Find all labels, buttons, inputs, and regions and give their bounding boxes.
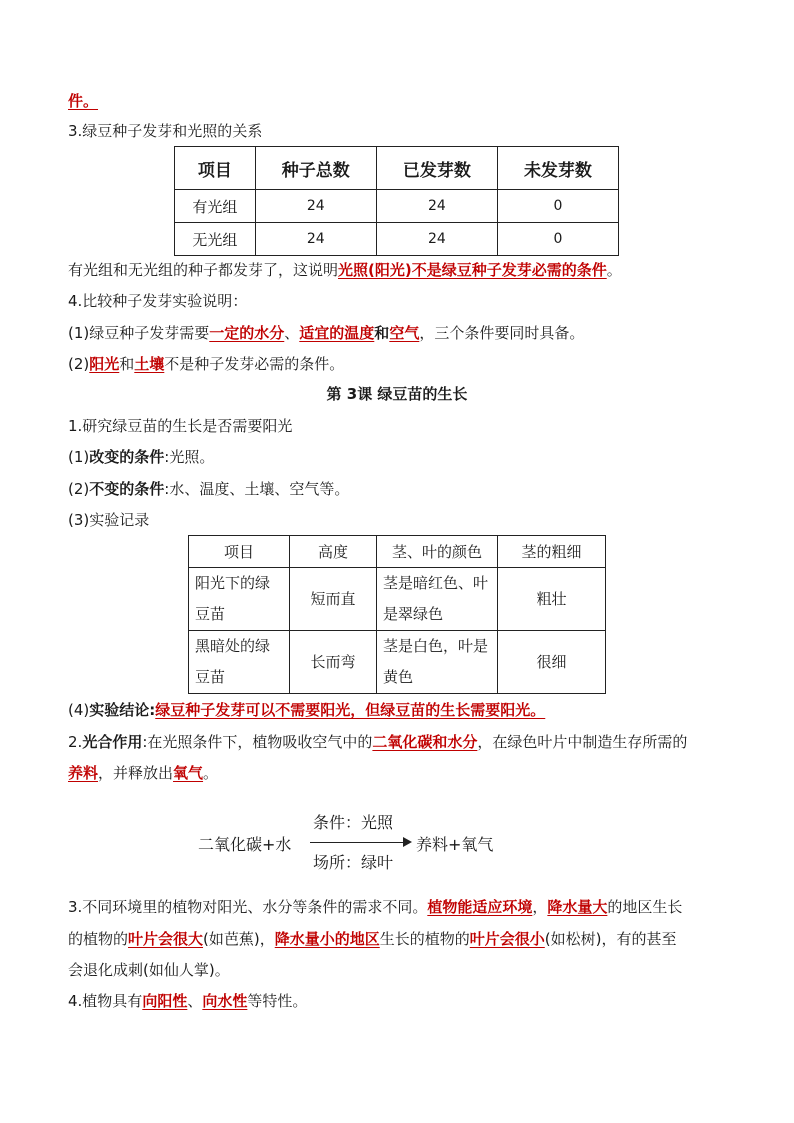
table-cell: 短而直 (290, 568, 377, 631)
table-header: 项目 (175, 147, 256, 190)
changed-condition: (1)改变的条件:光照。 (68, 448, 215, 466)
table-cell: 很细 (498, 631, 606, 694)
table-header-row (189, 536, 606, 568)
photosynthesis-line-2: 养料，并释放出氧气。 (68, 764, 219, 782)
table-header: 种子总数 (255, 147, 376, 190)
formula-arrow (310, 842, 410, 843)
seedling-growth-table (188, 535, 606, 694)
table-cell: 24 (376, 223, 497, 256)
table-cell: 24 (376, 190, 497, 223)
table-header: 茎、叶的颜色 (377, 536, 498, 568)
arrow-head-icon (403, 837, 412, 847)
formula-condition: 条件：光照 (313, 813, 394, 832)
table-cell: 长而弯 (290, 631, 377, 694)
table-header-row (175, 147, 619, 190)
adaptation-line-1: 3.不同环境里的植物对阳光、水分等条件的需求不同。植物能适应环境，降水量大的地区生长 (68, 898, 683, 916)
photosynthesis-line-1: 2.光合作用:在光照条件下，植物吸收空气中的二氧化碳和水分，在绿色叶片中制造生存所需的 (68, 733, 688, 751)
table-row (189, 568, 606, 631)
table-cell: 24 (255, 223, 376, 256)
table-cell: 有光组 (175, 190, 256, 223)
adaptation-line-2: 的植物的叶片会很大(如芭蕉)，降水量小的地区生长的植物的叶片会很小(如松树)，有的甚至 (68, 930, 677, 948)
table-cell: 无光组 (175, 223, 256, 256)
table-cell: 0 (497, 190, 618, 223)
table-cell: 茎是白色，叶是 黄色 (377, 631, 498, 694)
photosynthesis-formula (198, 810, 518, 874)
formula-reactants: 二氧化碳+水 (198, 835, 292, 854)
table-header: 茎的粗细 (498, 536, 606, 568)
experiment-record-heading: (3)实验记录 (68, 511, 150, 529)
lesson3-item-1: 1.研究绿豆苗的生长是否需要阳光 (68, 417, 293, 435)
table-cell: 茎是暗红色、叶 是翠绿色 (377, 568, 498, 631)
formula-place: 场所：绿叶 (313, 853, 394, 872)
formula-products: 养料+氧气 (416, 835, 494, 854)
item-4-1: (1)绿豆种子发芽需要一定的水分、适宜的温度和空气，三个条件要同时具备。 (68, 324, 585, 342)
table-header: 项目 (189, 536, 290, 568)
table-header: 高度 (290, 536, 377, 568)
unchanged-condition: (2)不变的条件:水、温度、土壤、空气等。 (68, 480, 350, 498)
conclusion-1: 有光组和无光组的种子都发芽了，这说明光照(阳光)不是绿豆种子发芽必需的条件。 (68, 261, 622, 279)
table-cell: 粗壮 (498, 568, 606, 631)
table-header: 未发芽数 (497, 147, 618, 190)
section-4-heading: 4.比较种子发芽实验说明： (68, 292, 248, 310)
table-row (189, 631, 606, 694)
section-3-heading: 3.绿豆种子发芽和光照的关系 (68, 122, 263, 140)
table-cell: 24 (255, 190, 376, 223)
table-header: 已发芽数 (376, 147, 497, 190)
table-row (175, 190, 619, 223)
germination-light-table (174, 146, 619, 256)
table-cell: 阳光下的绿 豆苗 (189, 568, 290, 631)
adaptation-line-3: 会退化成刺(如仙人掌)。 (68, 961, 230, 979)
experiment-conclusion: (4)实验结论:绿豆种子发芽可以不需要阳光，但绿豆苗的生长需要阳光。 (68, 701, 546, 719)
table-row (175, 223, 619, 256)
item-4-2: (2)阳光和土壤不是种子发芽必需的条件。 (68, 355, 345, 373)
table-cell: 0 (497, 223, 618, 256)
top-fragment: 件。 (68, 92, 99, 110)
table-cell: 黑暗处的绿 豆苗 (189, 631, 290, 694)
lesson-title: 第 3课 绿豆苗的生长 (326, 385, 468, 403)
plant-tropism: 4.植物具有向阳性、向水性等特性。 (68, 992, 308, 1010)
